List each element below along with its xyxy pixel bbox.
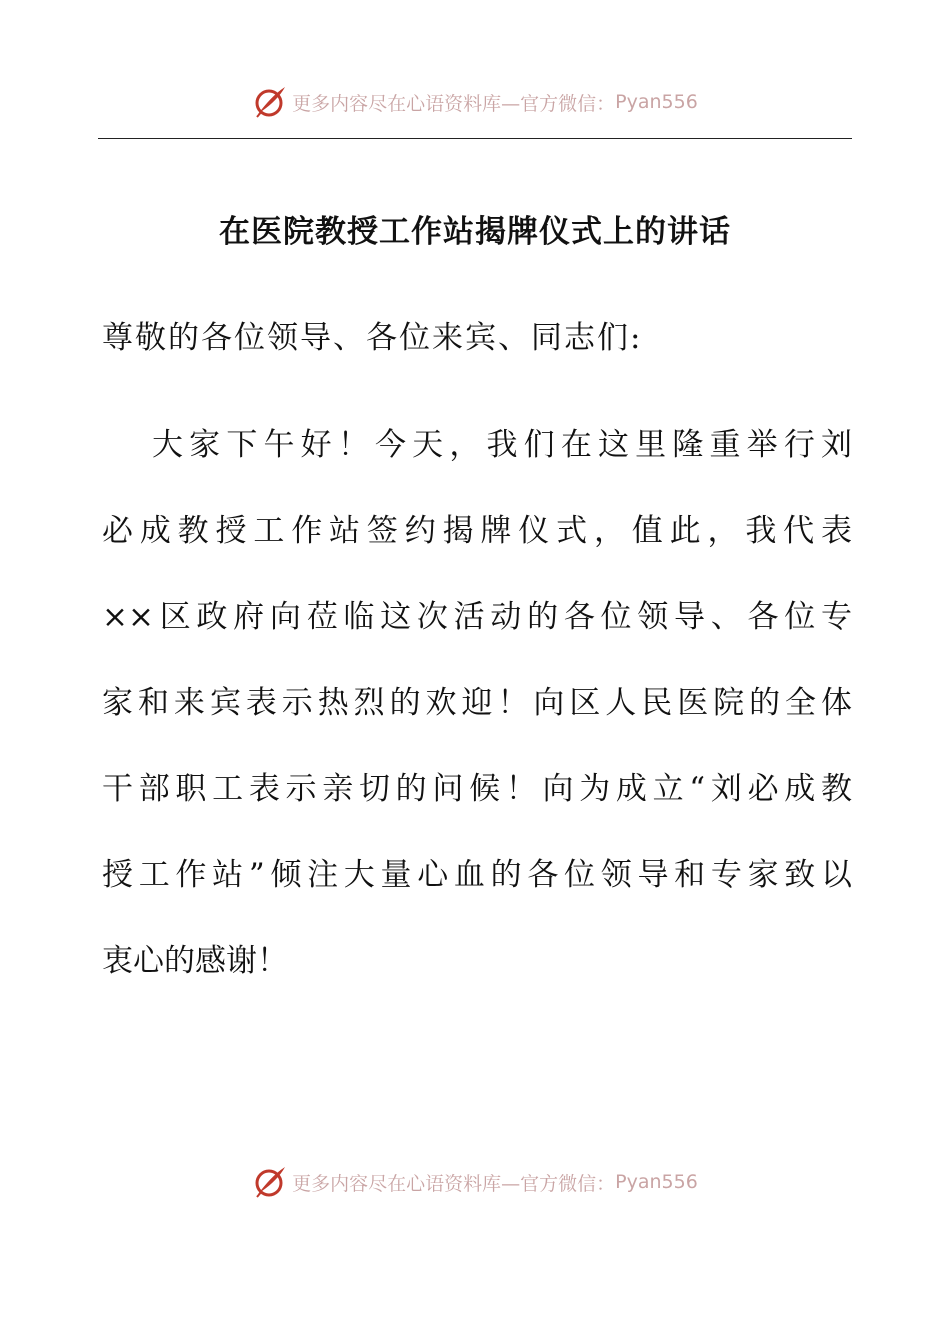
paragraph-line: 衷心的感谢！ <box>102 943 288 979</box>
footer-watermark <box>0 1162 950 1202</box>
header-watermark <box>0 82 950 122</box>
paragraph-line: 干部职工表示亲切的问候！向为成立“刘必成教 <box>102 771 852 807</box>
salutation: 尊敬的各位领导、各位来宾、同志们: <box>102 320 643 356</box>
watermark-text: 更多内容尽在心语资料库—官方微信： <box>292 1172 616 1195</box>
paragraph-line: ××区政府向莅临这次活动的各位领导、各位专 <box>102 599 852 635</box>
paragraph-line: 大家下午好！今天，我们在这里隆重举行刘 <box>152 427 852 463</box>
watermark-wechat-id: Pyan556 <box>615 1171 698 1193</box>
paragraph-line: 授工作站”倾注大量心血的各位领导和专家致以 <box>102 857 852 893</box>
header-rule <box>98 138 852 139</box>
watermark-wechat-id: Pyan556 <box>615 91 698 113</box>
watermark-text: 更多内容尽在心语资料库—官方微信： <box>292 92 616 115</box>
body-paragraph <box>102 402 852 1004</box>
document-title: 在医院教授工作站揭牌仪式上的讲话 <box>219 214 731 250</box>
paragraph-line: 必成教授工作站签约揭牌仪式，值此，我代表 <box>102 513 852 549</box>
quill-logo-icon <box>252 84 288 120</box>
paragraph-line: 家和来宾表示热烈的欢迎！向区人民医院的全体 <box>102 685 852 721</box>
quill-logo-icon <box>252 1164 288 1200</box>
